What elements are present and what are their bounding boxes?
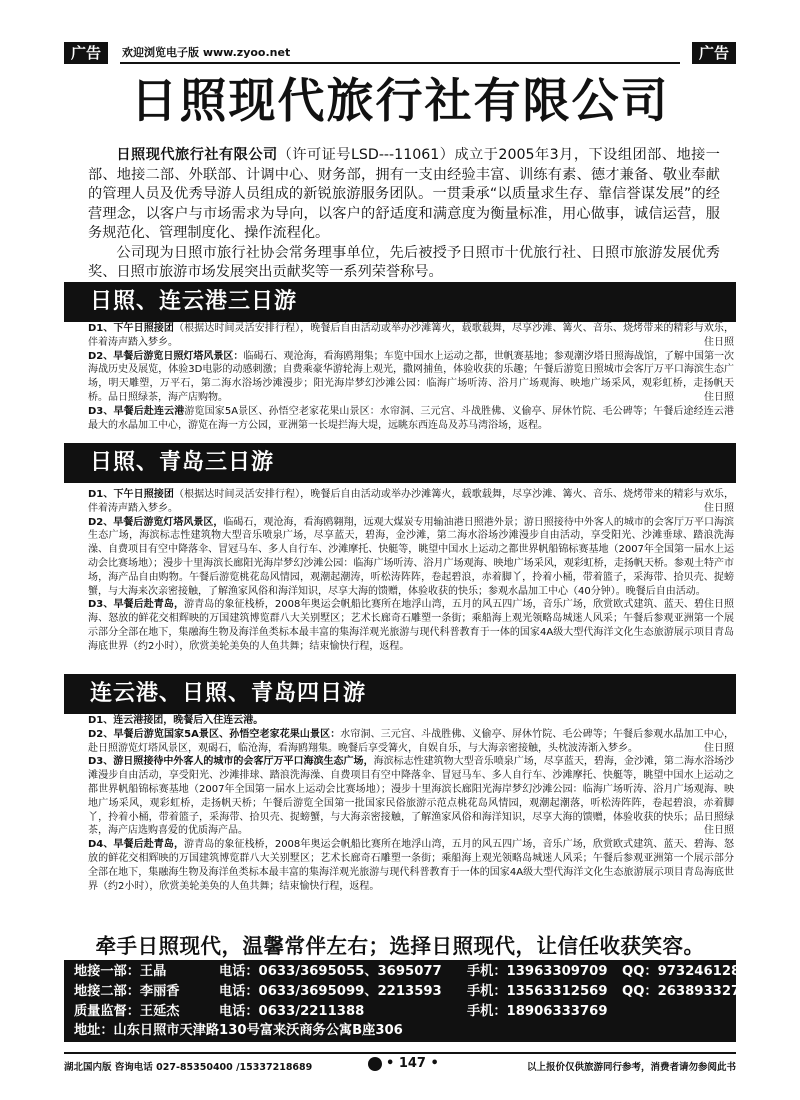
ad-tag-left: 广告 — [64, 42, 108, 64]
route2-day1-text: （根据达时间灵活安排行程），晚餐后自由活动或举办沙滩篝火，载歌载舞，尽享沙滩、篝火、音乐、烧烤带来的精彩与欢乐，伴着涛声踏入梦乡。 — [88, 489, 735, 514]
route-itinerary-2 — [88, 488, 734, 654]
route1-day2-head: D2、早餐后游览日照灯塔风景区： — [88, 350, 244, 362]
route3-day3-lodging: 住日照 — [704, 825, 734, 837]
contact1-phone[interactable]: 电话：0633/3695055、3695077 — [219, 964, 442, 979]
page-number — [368, 1056, 439, 1071]
contact-box — [64, 960, 750, 1042]
intro-paragraph-1 — [88, 146, 720, 244]
contact2-mobile[interactable]: 手机：13563312569 — [467, 984, 608, 999]
contact2-qq[interactable]: QQ：2638933276 — [622, 984, 750, 999]
route-banner-2 — [64, 443, 736, 483]
site-link-text[interactable]: 欢迎浏览电子版 www.zyoo.net — [122, 46, 291, 59]
address-text: 地址：山东日照市天津路130号富来沃商务公寓B座306 — [74, 1023, 403, 1038]
route3-day3-head: D3、游日照接待中外客人的城市的会客厅万平口海滨生态广场， — [88, 756, 374, 768]
intro-company-name: 日照现代旅行社有限公司 — [116, 147, 278, 163]
route3-day2-lodging: 住日照 — [704, 742, 734, 754]
route2-day2-lodging: 住日照 — [704, 599, 734, 611]
route2-day1-head: D1、下午日照接团 — [88, 489, 174, 500]
route1-day1 — [88, 322, 734, 350]
route1-day3-text: 游览国家5A景区、孙悟空老家花果山景区：水帘洞、三元宫、斗战胜佛、义偷亭、屏休竹院、毛公碑等；午餐后途经连云港最大的水晶加工中心，游览在海一方公园，亚洲第一长堤拦海大堤，远眺东西连岛及苏马湾浴场，返程。 — [88, 405, 734, 431]
address-row — [74, 1021, 734, 1041]
route1-day3 — [88, 405, 734, 433]
footer-left-text: 湖北国内版 咨询电话 027-85350400 /15337218689 — [64, 1062, 313, 1073]
page-footer — [64, 1052, 736, 1074]
route-banner-1 — [64, 282, 736, 322]
contact3-phone[interactable]: 电话：0633/2211388 — [219, 1004, 365, 1019]
route2-day1-lodging: 住日照 — [704, 502, 734, 514]
route3-day1-head: D1、连云港接团，晚餐后入住连云港。 — [88, 715, 264, 726]
contact3-mobile[interactable]: 手机：18906333769 — [467, 1004, 608, 1019]
route2-day2-text: 临碣石，观沧海，看海鸥翱翔，远观大煤炭专用输油港日照港外景；游日照接待中外客人的城市的会客厅万平口海滨生态广场，海滨标志性建筑物大型音乐喷泉广场，尽享蓝天，碧海，金沙滩，第二海水浴场沙滩漫步自由活动，享受阳光、沙滩垂球、踏浪洗海澡、自费项目有空中降落伞、冒冠马车、多人自行车、沙滩摩托、快艇等，眺望中国水上运动之都世界帆船锦标赛基地（2007年全国第一届水上运动会比赛场地）；漫步十里海滨长廊阳光海岸梦幻沙滩公园：临海广场听涛、浴月广场观海、映地广场采风，观彩虹桥，走扬帆天桥。参观土特产市场，海产品自由购物。午餐后游览桃花岛风情园，观潮起潮涛，听松涛阵阵，卷起碧浪，赤着脚丫，拎着小桶，带着篮子，采海带、拾贝壳、捉螃蟹，与大海来次亲密接触，了解渔家风俗和海洋知识，尽享大海的馈赠，体验收获的快乐；参观水晶加工中心（40分钟）。晚餐后自由活动。 — [88, 516, 735, 597]
contact1-mobile[interactable]: 手机：13963309709 — [467, 964, 608, 979]
contact2-phone[interactable]: 电话：0633/3695099、2213593 — [219, 984, 442, 999]
route1-day1-head: D1、下午日照接团 — [88, 323, 174, 334]
route3-day2-text: 水帘洞、三元宫、斗战胜佛、义偷亭、屏休竹院、毛公碑等；午餐后参观水晶加工中心，赴日照游览灯塔风景区，观碣石，临沧海，看海鸥翔集。晚餐后享受篝火，自娱自乐，与大海亲密接触，头枕波涛渐入梦乡。 — [88, 728, 734, 754]
route2-day3-text: 游青岛的象征栈桥，2008年奥运会帆船比赛所在地浮山湾，五月的风五四广场，音乐广场，欣赏欧式建筑、蓝天、碧海、怒放的鲜花交相辉映的万国建筑博览群八大关别墅区；艺术长廊奇石雕塑一条街；乘船海上观光领略岛城迷人风采；午餐后参观亚洲第一个展示部分全部在地下，集融海生物及海洋鱼类标本最丰富的集海洋观光旅游与现代科普教育于一体的国家4A级大型代海洋文化生态旅游展示项目青岛海底世界（约2小时），欣赏美轮美奂的人鱼共舞；结束愉快行程，返程。 — [88, 599, 734, 652]
intro-p1-text: （许可证号LSD---11061）成立于2005年3月，下设组团部、地接一部、地接二部、外联部、计调中心、财务部，拥有一支由经验丰富、训练有素、德才兼备、敬业奉献的管理人员及优秀导游人员组成的新锐旅游服务团队。一贯秉承“以质量求生存、靠信誉谋发展”的经营理念，以客户与市场需求为导向，以客户的舒适度和满意度为衡量标准，用心做事，诚信运营，服务规范化、管理制度化、操作流程化。 — [88, 147, 720, 241]
route-itinerary-1 — [88, 322, 734, 432]
route1-day2-lodging: 住日照 — [704, 391, 734, 403]
route-itinerary-3 — [88, 714, 734, 893]
route3-day2-head: D2、早餐后游览国家5A景区、孙悟空老家花果山景区： — [88, 728, 341, 740]
page-badge-icon — [368, 1057, 382, 1071]
route1-day3-head: D3、早餐后赴连云港 — [88, 405, 185, 417]
route3-day3 — [88, 755, 734, 838]
company-intro — [88, 146, 720, 283]
ad-tag-right: 广告 — [692, 42, 736, 64]
route1-day2 — [88, 350, 734, 405]
top-bar — [64, 42, 736, 64]
route3-day4 — [88, 838, 734, 893]
route1-day2-text: 临碣石、观沧海，看海鸥翔集；车览中国水上运动之都，世帆赛基地；参观潮汐塔日照海战馆，了解中国第一次海战历史及展览，体验3D电影的动感刺激；自费乘豪华游轮海上观光，撒网捕鱼，体验收获的乐趣；午餐后游览日照城市会客厅万平口海滨生态广场，明天雕塑，万平石，第二海水浴场沙滩漫步；阳光海岸梦幻沙滩公园：临海广场听涛、浴月广场观海、映地广场采风，观彩虹桥，走扬帆天桥。品日照绿茶，海产店购物。 — [88, 350, 734, 403]
contact-row-1 — [74, 962, 741, 982]
footer-right-text: 以上报价仅供旅游同行参考，消费者请勿参阅此书 — [526, 1062, 736, 1073]
route3-day4-head: D4、早餐后赴青岛， — [88, 839, 185, 851]
route2-day3-head: D3、早餐后赴青岛， — [88, 599, 185, 611]
route2-day2-head: D2、早餐后游览灯塔风景区， — [88, 516, 224, 528]
slogan: 牵手日照现代，温馨常伴左右；选择日照现代，让信任收获笑容。 — [95, 934, 705, 958]
top-divider — [120, 62, 680, 64]
route2-day3 — [88, 598, 734, 653]
route-title-1: 日照、连云港三日游 — [90, 289, 298, 314]
contact1-qq[interactable]: QQ：973246128 — [622, 964, 741, 979]
contact2-label: 地接二部：李丽香 — [74, 984, 180, 999]
route3-day3-text: 海滨标志性建筑物大型音乐喷泉广场，尽享蓝天，碧海，金沙滩，第二海水浴场沙滩漫步自由活动，享受阳光、沙滩排球、踏浪洗海澡、自费项目有空中降落伞、冒冠马车、多人自行车、沙滩摩托、快艇等，眺望中国水上运动之都世界帆船锦标赛基地（2007年全国第一届水上运动会比赛场地）；漫步十里海滨长廊阳光海岸梦幻沙滩公园：临海广场听涛、浴月广场观海、映地广场采风，观彩虹桥，走扬帆天桥；午餐后游览全国第一批国家民俗旅游示范点桃花岛风情园，观潮起潮落，听松涛阵阵，卷起碧浪，赤着脚丫，拎着小桶，带着篮子，采海带、拾贝壳、捉螃蟹，与大海亲密接触，了解渔家风俗和海洋知识，尽享大海的馈赠，体验收获的快乐；品日照绿茶，海产店选购喜爱的优质海产品。 — [88, 756, 735, 837]
route3-day2 — [88, 728, 734, 756]
route3-day1 — [88, 714, 734, 728]
contact3-label: 质量监督：王延杰 — [74, 1004, 180, 1019]
page-title: 日照现代旅行社有限公司 — [130, 74, 670, 129]
contact1-label: 地接一部：王晶 — [74, 964, 167, 979]
page-number-text: • 147 • — [386, 1056, 439, 1071]
route1-day1-lodging: 住日照 — [704, 336, 734, 348]
route1-day1-text: （根据达时间灵活安排行程），晚餐后自由活动或举办沙滩篝火，载歌载舞，尽享沙滩、篝火、音乐、烧烤带来的精彩与欢乐，伴着涛声踏入梦乡。 — [88, 323, 735, 348]
route3-day4-text: 游青岛的象征栈桥，2008年奥运会帆船比赛所在地浮山湾，五月的风五四广场，音乐广场，欣赏欧式建筑、蓝天、碧海、怒放的鲜花交相辉映的万国建筑博览群八大关别墅区；艺术长廊奇石雕塑一条街；乘船海上观光领略岛城迷人风采；午餐后参观亚洲第一个展示部分全部在地下，集融海生物及海洋鱼类标本最丰富的集海洋观光旅游与现代科普教育于一体的国家4A级大型代海洋文化生态旅游展示项目青岛海底世界（约2小时），欣赏美轮美奂的人鱼共舞；结束愉快行程，返程。 — [88, 839, 734, 892]
contact-row-3 — [74, 1002, 734, 1022]
route2-day1 — [88, 488, 734, 516]
route-banner-3 — [64, 674, 736, 714]
route-title-3: 连云港、日照、青岛四日游 — [90, 681, 367, 706]
intro-paragraph-2: 公司现为日照市旅行社协会常务理事单位，先后被授予日照市十优旅行社、日照市旅游发展优秀奖、日照市旅游市场发展突出贡献奖等一系列荣誉称号。 — [88, 244, 720, 280]
route-title-2: 日照、青岛三日游 — [90, 450, 275, 475]
contact-row-2 — [74, 982, 750, 1002]
